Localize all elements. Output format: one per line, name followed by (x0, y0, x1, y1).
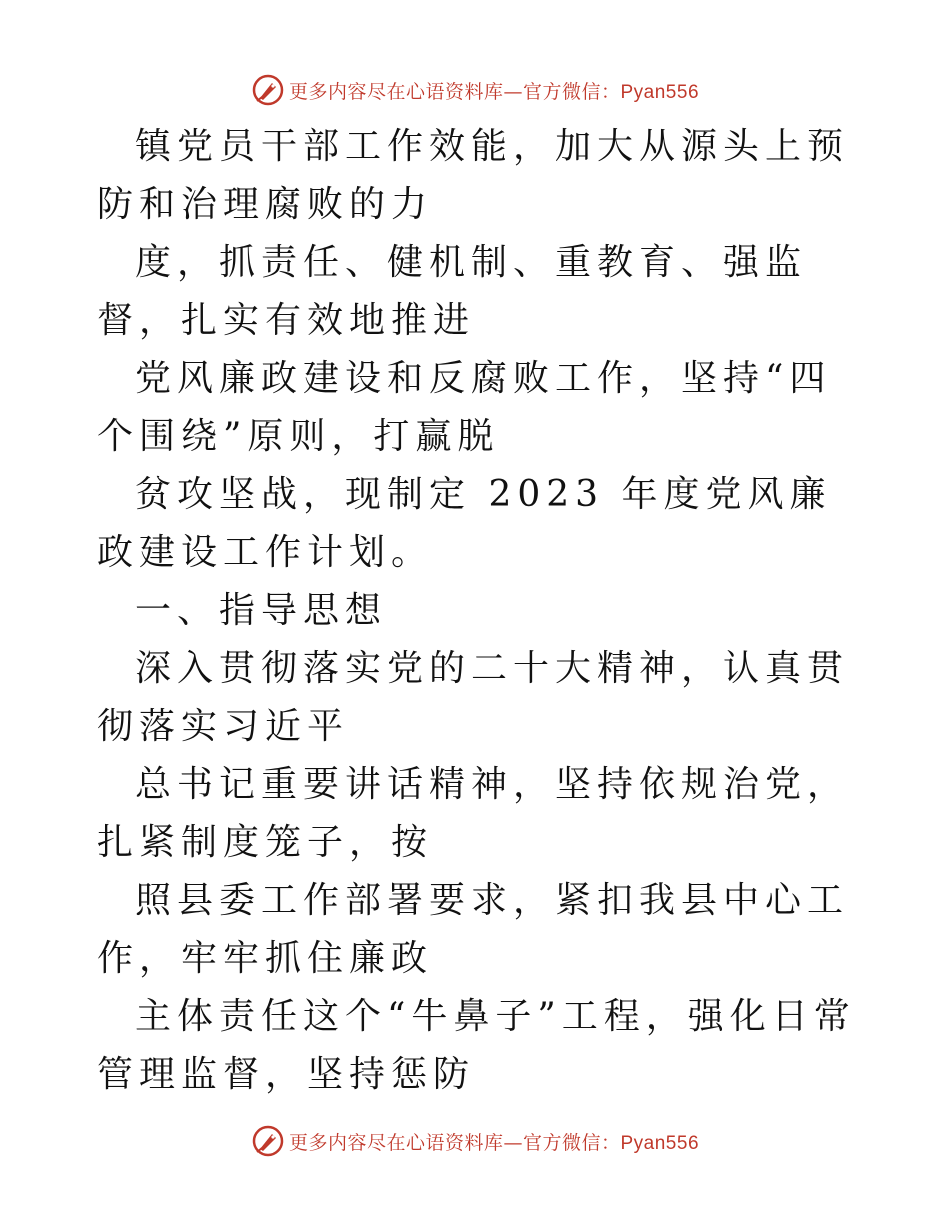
paragraph: 度，抓责任、健机制、重教育、强监督，扎实有效地推进 (97, 242, 808, 341)
paragraph: 总书记重要讲话精神，坚持依规治党，扎紧制度笼子，按 (97, 764, 850, 863)
document-body (97, 118, 857, 1104)
footer-banner-text (289, 1128, 699, 1155)
paragraph: 贫攻坚战，现制定 2023 年度党风廉政建设工作计划。 (97, 474, 832, 573)
header-wechat-id: Pyan556 (620, 81, 700, 103)
footer-brand-text: 更多内容尽在心语资料库 (288, 1131, 504, 1154)
header-banner-text (289, 77, 699, 104)
footer-dash: — (503, 1131, 523, 1154)
footer-banner (0, 1121, 950, 1161)
paragraph: 照县委工作部署要求，紧扣我县中心工作，牢牢抓住廉政 (97, 880, 850, 979)
header-banner (0, 70, 950, 110)
header-brand-text: 更多内容尽在心语资料库 (288, 80, 504, 103)
paragraph: 主体责任这个“牛鼻子”工程，强化日常管理监督，坚持惩防 (97, 996, 856, 1095)
paragraph: 深入贯彻落实党的二十大精神，认真贯彻落实习近平 (97, 648, 850, 747)
paragraph: 党风廉政建设和反腐败工作，坚持“四个围绕”原则，打赢脱 (97, 358, 832, 457)
paragraph: 镇党员干部工作效能，加大从源头上预防和治理腐败的力 (97, 126, 850, 225)
pen-nib-logo-icon (251, 1124, 285, 1158)
section-heading: 一、指导思想 (135, 590, 388, 631)
header-dash: — (503, 80, 523, 103)
footer-wechat-label: 官方微信： (522, 1131, 621, 1154)
footer-wechat-id: Pyan556 (620, 1132, 700, 1154)
pen-nib-logo-icon (251, 73, 285, 107)
header-wechat-label: 官方微信： (522, 80, 621, 103)
